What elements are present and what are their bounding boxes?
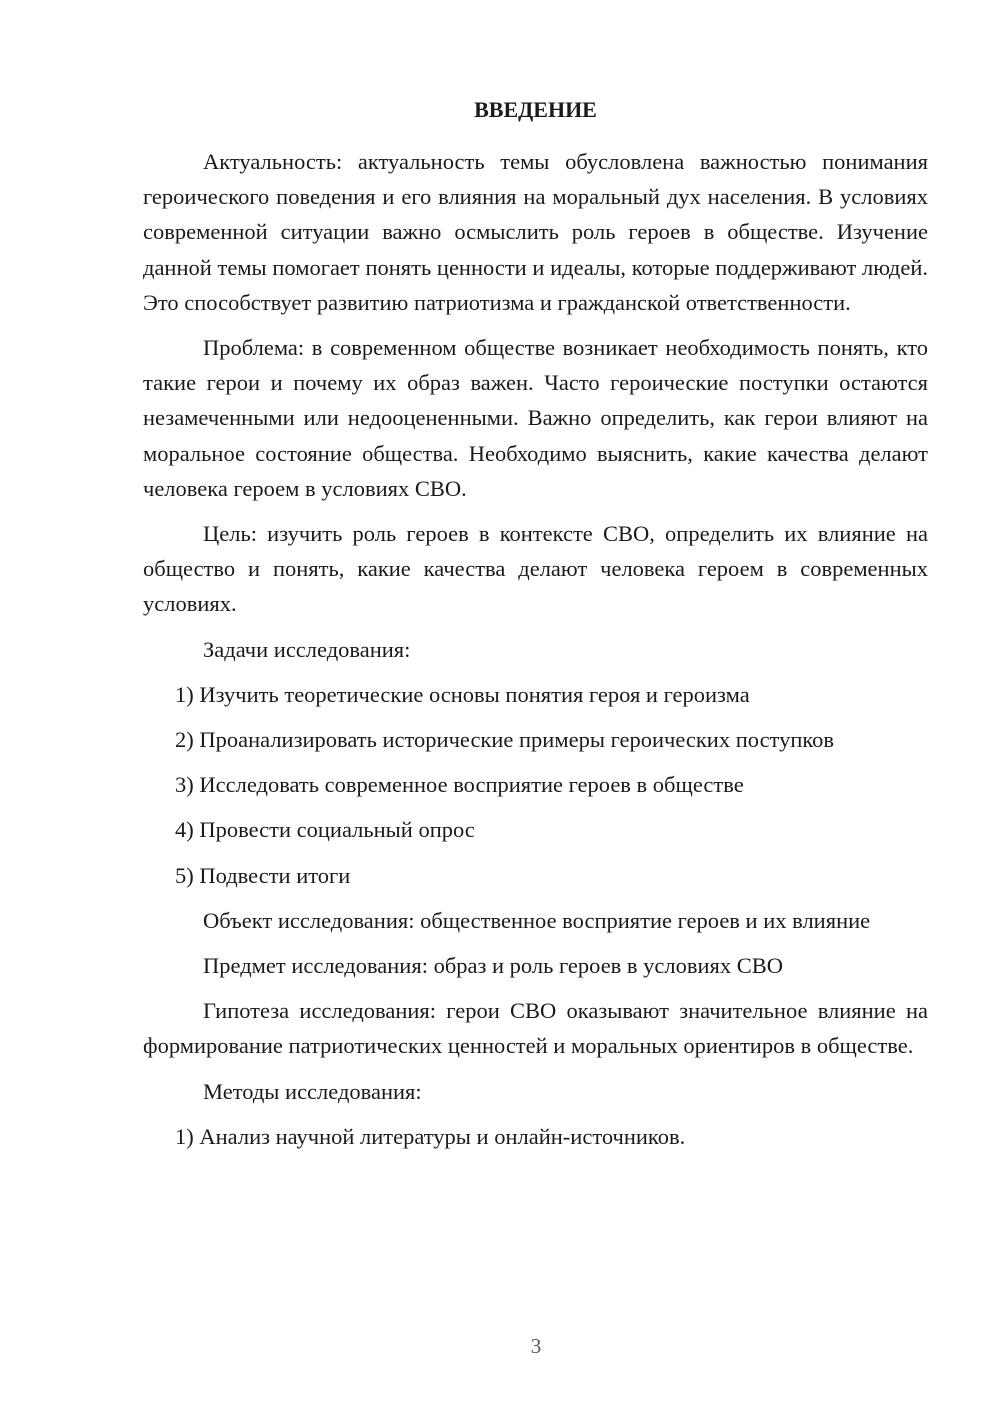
- task-item: 1) Изучить теоретические основы понятия героя и героизма: [175, 681, 750, 707]
- task-item: 5) Подвести итоги: [175, 862, 351, 888]
- method-item: 1) Анализ научной литературы и онлайн-источников.: [175, 1123, 686, 1149]
- page-number: 3: [530, 1334, 542, 1358]
- section-title: ВВЕДЕНИЕ: [474, 97, 597, 122]
- methods-heading: Методы исследования:: [203, 1078, 422, 1104]
- task-item: 2) Проанализировать исторические примеры героических поступков: [175, 727, 835, 753]
- paragraph-hypothesis: Гипотеза исследования: герои СВО оказывают значительное влияние на формирование патриотических ценностей и моральных ориентиров в обществе.: [143, 998, 928, 1059]
- paragraph-problem: Проблема: в современном обществе возникает необходимость понять, кто такие герои и почему их образ важен. Часто героические поступки остаются незамеченными или недооцененными. Важно определить, как герои влияют на моральное состояние общества. Необходимо выяснить, какие качества делают человека героем в условиях СВО.: [143, 335, 928, 501]
- task-item: 4) Провести социальный опрос: [175, 817, 475, 843]
- page-content: [143, 92, 928, 1164]
- paragraph-goal: Цель: изучить роль героев в контексте СВО, определить их влияние на общество и понять, какие качества делают человека героем в современных условиях.: [143, 521, 928, 617]
- task-item: 3) Исследовать современное восприятие героев в обществе: [175, 772, 744, 798]
- paragraph-object: Объект исследования: общественное восприятие героев и их влияние: [203, 907, 871, 933]
- paragraph-subject: Предмет исследования: образ и роль героев в условиях СВО: [203, 953, 784, 979]
- tasks-heading: Задачи исследования:: [203, 636, 411, 662]
- paragraph-relevance: Актуальность: актуальность темы обусловлена важностью понимания героического поведения и его влияния на моральный дух населения. В условиях современной ситуации важно осмыслить роль героев в обществе. Изучение данной темы помогает понять ценности и идеалы, которые поддерживают людей. Это способствует развитию патриотизма и гражданской ответственности.: [143, 149, 928, 315]
